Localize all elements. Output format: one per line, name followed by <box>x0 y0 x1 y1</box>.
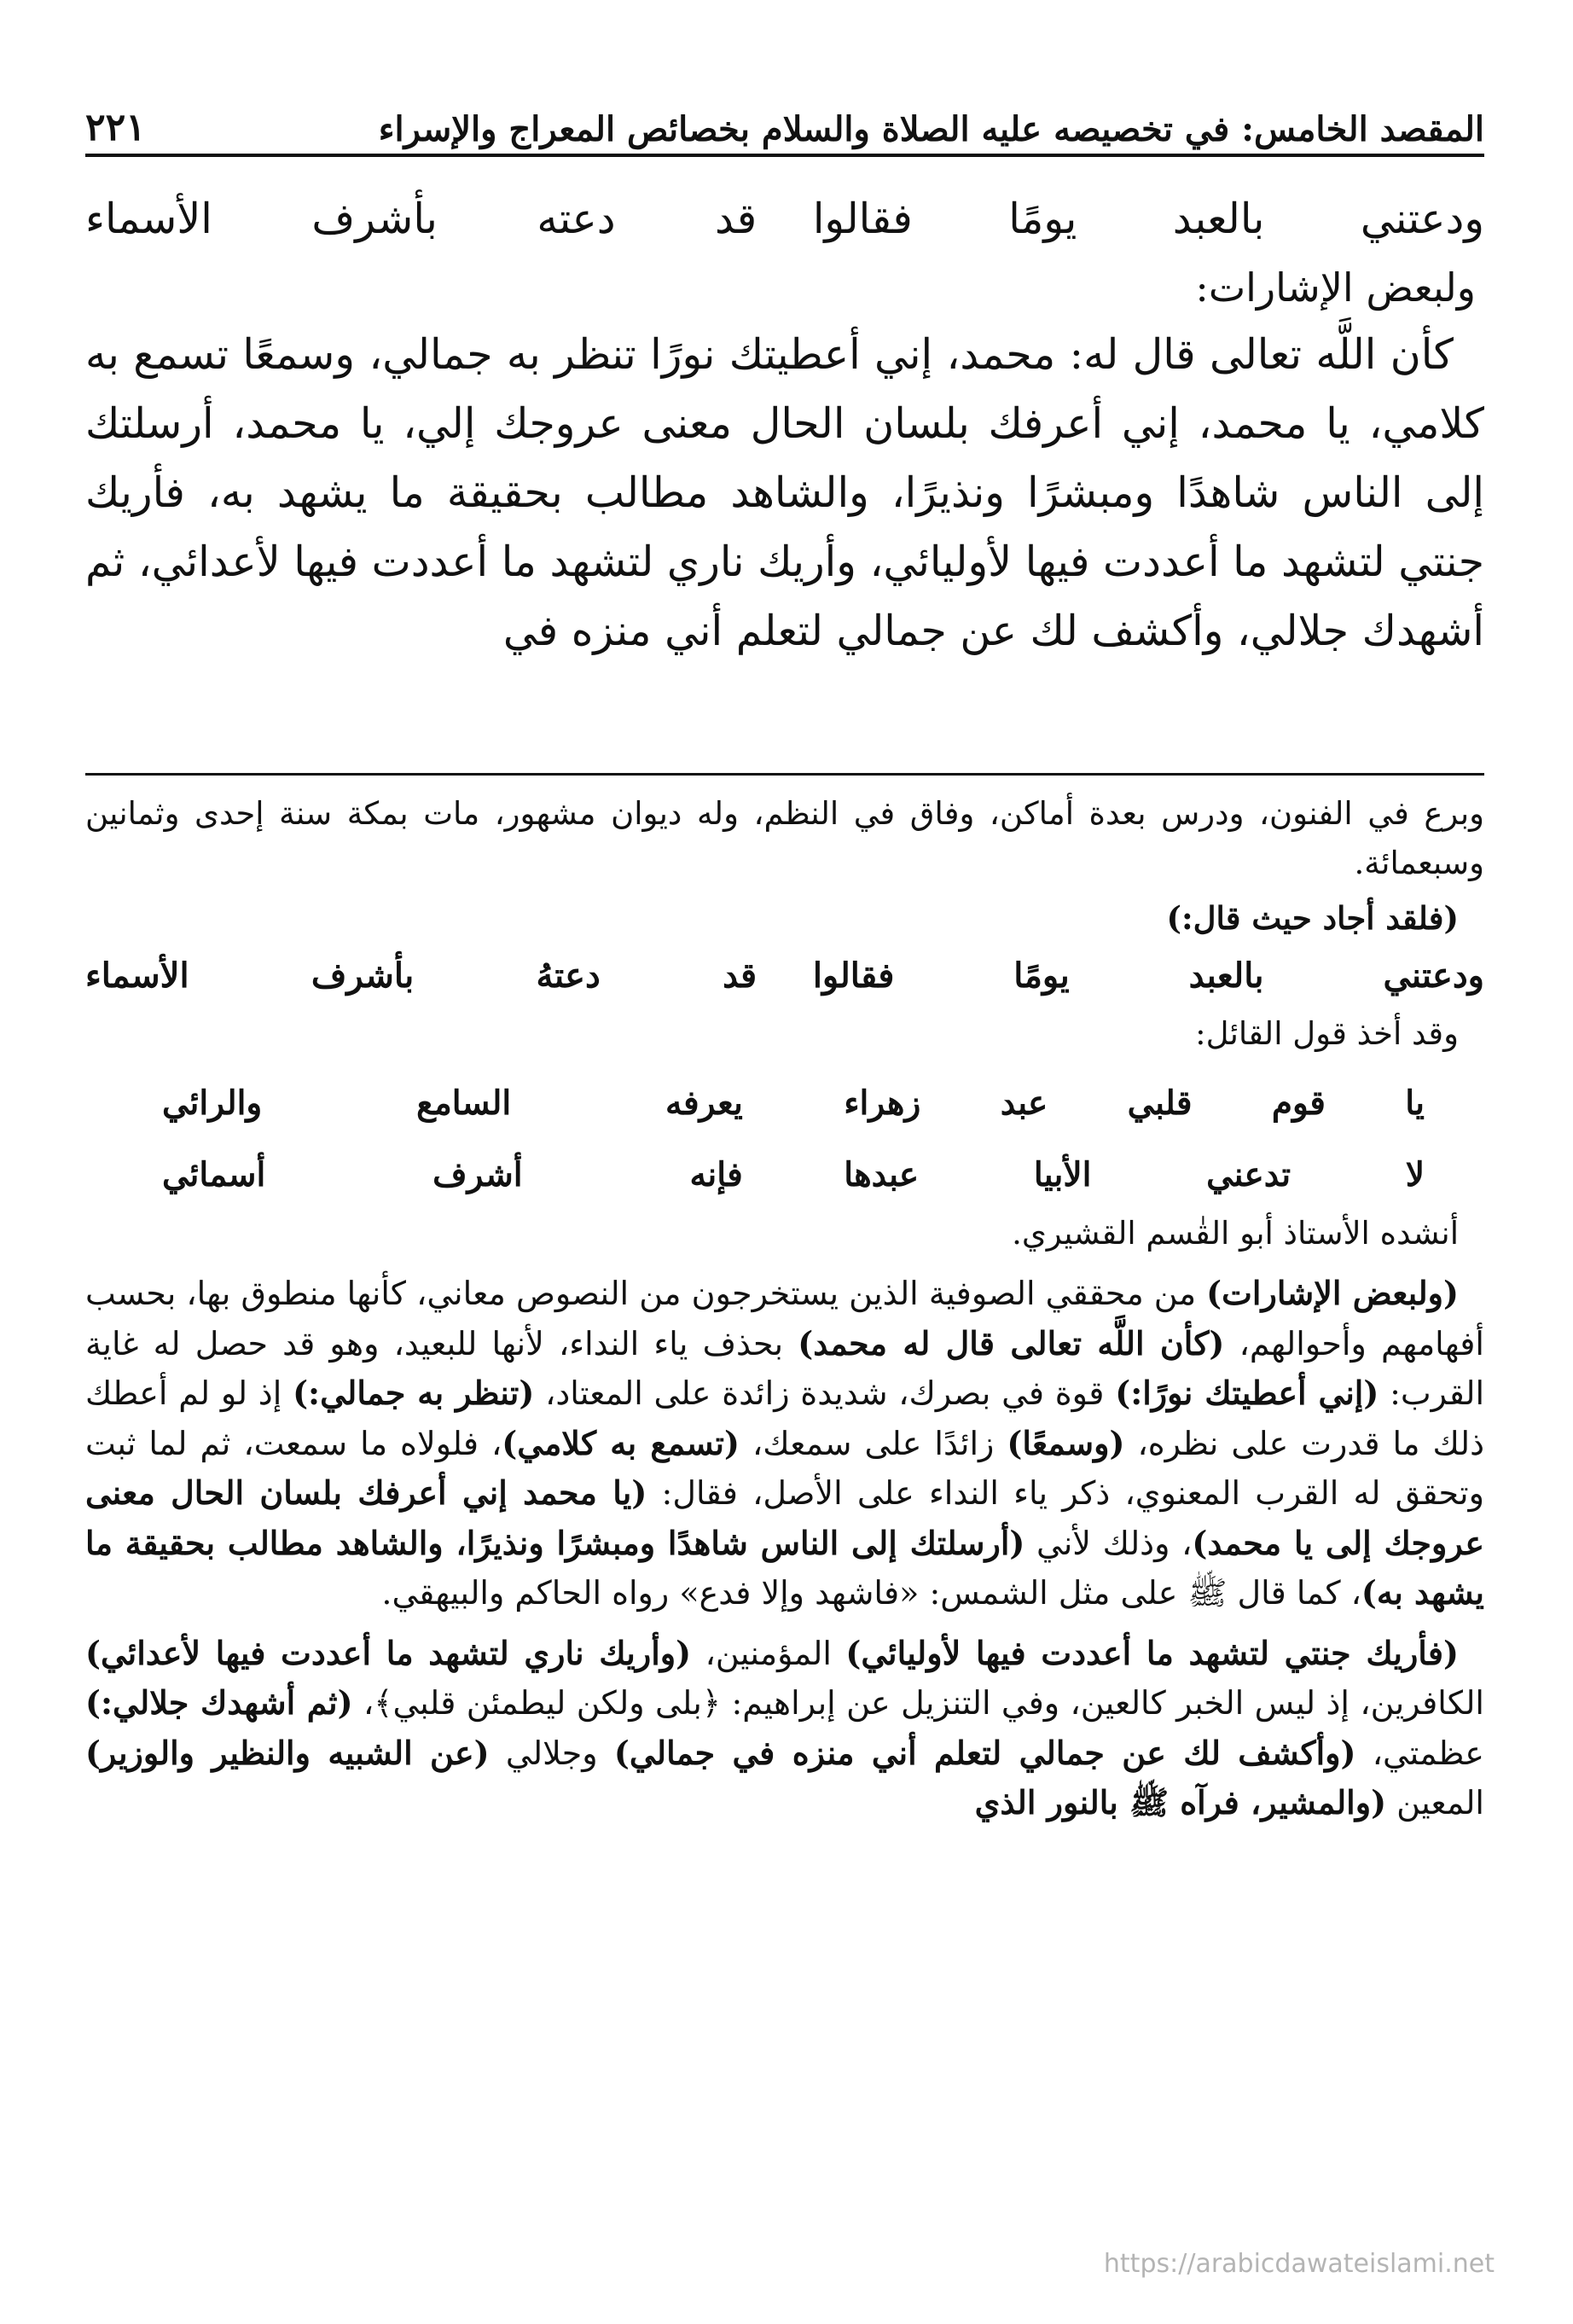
quoted-phrase: (وسمعًا) <box>1007 1423 1125 1462</box>
quoted-phrase: (تنظر به جمالي:) <box>293 1374 535 1412</box>
verse <box>85 183 1484 255</box>
header-rule <box>85 154 1484 157</box>
poem-line-2-first: لا تدعني الأبيا عبدها <box>844 1155 1425 1194</box>
commentary-text: زائدًا على سمعك، <box>740 1424 1007 1462</box>
commentary-text: إذ لو لم أعطك ذلك ما قدرت على نظره، <box>85 1374 1485 1462</box>
quote-intro: (فلقد أجاد حيث قال:) <box>1166 899 1459 937</box>
quoted-phrase: (تسمع به كلامي) <box>502 1423 740 1462</box>
quoted-phrase: (والمشير، فرآه ﷺ بالنور الذي <box>974 1783 1387 1821</box>
quoted-phrase: (كأن اللَّه تعالى قال له محمد) <box>798 1323 1225 1362</box>
commentary-text: وجلالي <box>489 1734 614 1772</box>
main-text <box>85 183 1484 665</box>
commentary-verse-first: ودعتني بالعبد يومًا فقالوا <box>812 956 1484 996</box>
commentary-text: بحذف ياء النداء، لأنها للبعيد، وهو قد حصل له غاية القرب: <box>85 1324 1484 1412</box>
quoted-phrase: (ثم أشهدك جلالي:) <box>85 1683 353 1722</box>
poem-line-1-second: يعرفه السامع والرائي <box>162 1084 743 1123</box>
running-header <box>85 90 1484 149</box>
quoted-phrase: (فأريك جنتي لتشهد ما أعددت فيها لأوليائي) <box>845 1633 1460 1672</box>
commentary-text: قوة في بصرك، شديدة زائدة على المعتاد، <box>534 1374 1116 1412</box>
commentary-separator <box>85 773 1484 776</box>
poem <box>85 1059 1484 1209</box>
verse-first-hemistich: ودعتني بالعبد يومًا فقالوا <box>812 195 1484 243</box>
quoted-phrase: (عن الشبيه والنظير والوزير) <box>85 1733 490 1772</box>
quoted-phrase: (أرسلتك إلى الناس شاهدًا ومبشرًا ونذيرًا، والشاهد مطالب بحقيقة ما يشهد به) <box>85 1523 1484 1612</box>
main-paragraph: كأن اللَّه تعالى قال له: محمد، إني أعطيتك نورًا تنظر به جمالي، وسمعًا تسمع به كلامي، يا محمد، إني أعرفك بلسان الحال معنى عروجك إلي، يا محمد، أرسلتك إلى الناس شاهدًا ومبشرًا ونذيرًا، والشاهد مطالب بحقيقة ما يشهد به، فأريك جنتي لتشهد ما أعددت فيها لأوليائي، وأريك ناري لتشهد ما أعددت فيها لأعدائي، ثم أشهدك جلالي، وأكشف لك عن جمالي لتعلم أني منزه في <box>85 330 1485 655</box>
commentary-text: عظمتي، <box>1355 1734 1484 1772</box>
commentary-text: ، وذلك لأني <box>1024 1524 1193 1562</box>
quoted-phrase: (ولبعض الإشارات) <box>1206 1274 1459 1312</box>
commentary-verse <box>85 943 1484 1009</box>
poem-line <box>162 1071 1425 1136</box>
page-number: ٢٢١ <box>85 106 146 149</box>
section-heading: ولبعض الإشارات: <box>1195 264 1476 311</box>
commentary <box>85 789 1484 1828</box>
poem-line-2-second: فإنه أشرف أسمائي <box>162 1155 743 1194</box>
commentary-paragraph-1 <box>85 1269 1484 1618</box>
verse-second-hemistich: قد دعته بأشرف الأسماء <box>85 195 757 243</box>
taken-from-line: وقد أخذ قول القائل: <box>1195 1015 1459 1052</box>
commentary-text: المعين <box>1386 1784 1484 1821</box>
quoted-phrase: (وأكشف لك عن جمالي لتعلم أني منزه في جمالي) <box>613 1733 1356 1772</box>
commentary-text: من محققي الصوفية الذين يستخرجون من النصوص معاني، كأنها منطوق بها، بحسب أفهامهم وأحوالهم، <box>85 1275 1484 1362</box>
commentary-paragraph-2 <box>85 1629 1484 1828</box>
poem-line <box>162 1142 1425 1207</box>
commentary-text: ، فلولاه ما سمعت، ثم لما ثبت وتحقق له القرب المعنوي، ذكر ياء النداء على الأصل، فقال: <box>85 1424 1484 1512</box>
chapter-title: المقصد الخامس: في تخصيصه عليه الصلاة والسلام بخصائص المعراج والإسراء <box>378 109 1484 149</box>
commentary-text: ، كما قال ﷺ على مثل الشمس: «فاشهد وإلا فدع» رواه الحاكم والبيهقي. <box>381 1574 1361 1612</box>
quoted-phrase: (وأريك ناري لتشهد ما أعددت فيها لأعدائي) <box>85 1633 692 1672</box>
commentary-verse-second: قد دعتهُ بأشرف الأسماء <box>85 956 757 996</box>
commentary-text: الكافرين، إذ ليس الخبر كالعين، وفي التنزيل عن إبراهيم: ﴿بلى ولكن ليطمئن قلبي﴾، <box>352 1684 1484 1722</box>
commentary-text: المؤمنين، <box>691 1634 846 1672</box>
quoted-phrase: (يا محمد إني أعرفك بلسان الحال معنى عروجك إلى يا محمد) <box>85 1473 1484 1562</box>
recited-by-line: أنشده الأستاذ أبو القٰسم القشيري. <box>1012 1215 1459 1252</box>
poem-line-1-first: يا قوم قلبي عبد زهراء <box>844 1084 1425 1123</box>
commentary-intro: وبرع في الفنون، ودرس بعدة أماكن، وفاق في النظم، وله ديوان مشهور، مات بمكة سنة إحدى وثمانين وسبعمائة. <box>85 795 1484 881</box>
watermark-url: https://arabicdawateislami.net <box>1103 2249 1495 2279</box>
quoted-phrase: (إني أعطيتك نورًا:) <box>1115 1374 1379 1412</box>
